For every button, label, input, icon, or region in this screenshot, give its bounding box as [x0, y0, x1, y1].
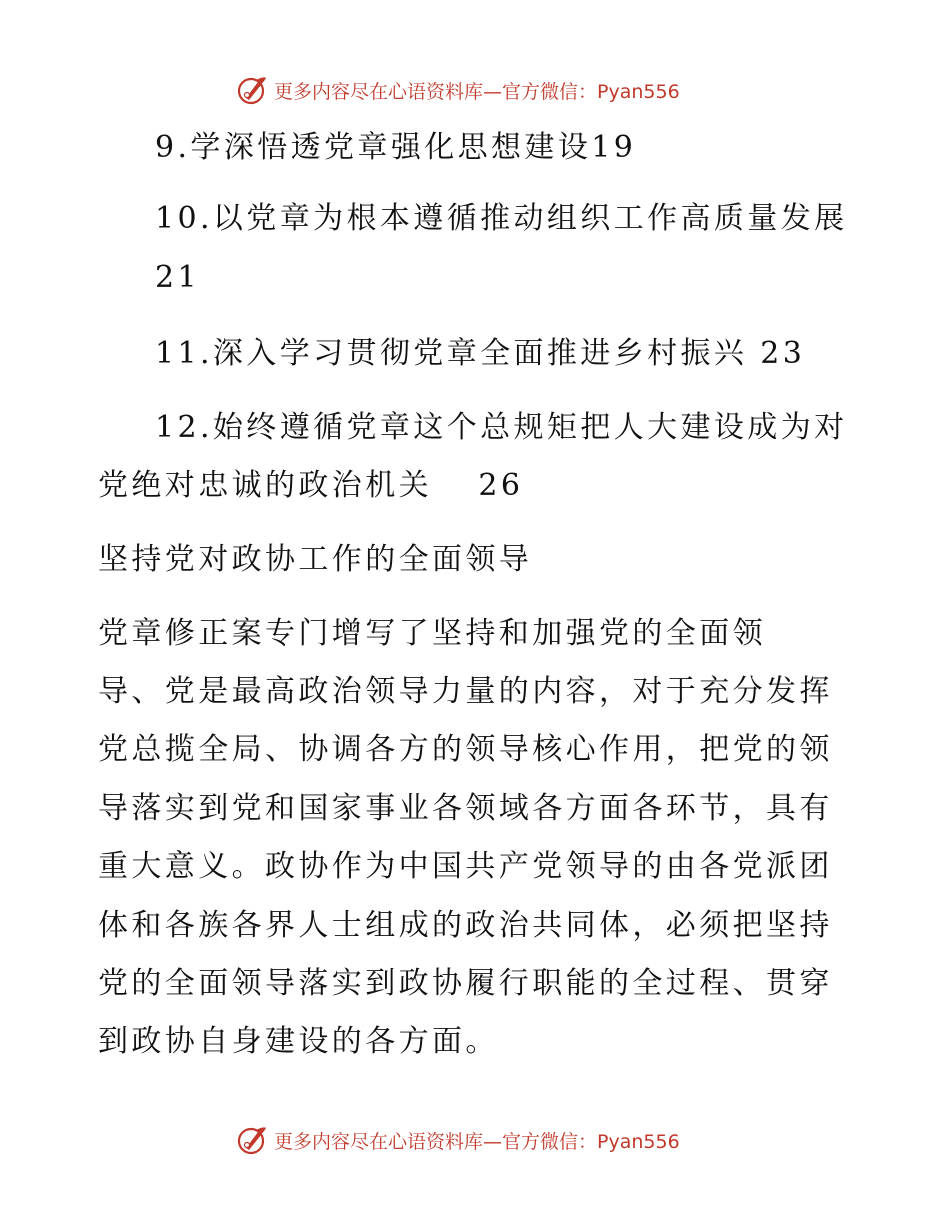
toc-entry-12: 12.始终遵循党章这个总规矩把人大建设成为对 — [155, 410, 848, 445]
paragraph-line: 导落实到党和国家事业各领域各方面各环节，具有 — [98, 791, 833, 826]
header-watermark — [236, 74, 756, 106]
toc-entry-9: 9.学深悟透党章强化思想建设19 — [155, 130, 637, 165]
quill-pen-circle-logo-icon — [236, 1124, 268, 1156]
paragraph-line: 重大意义。政协作为中国共产党领导的由各党派团 — [98, 849, 833, 884]
toc-entry-10-page: 21 — [155, 260, 200, 295]
section-heading: 坚持党对政协工作的全面领导 — [98, 542, 533, 577]
toc-entry-11: 11.深入学习贯彻党章全面推进乡村振兴 23 — [155, 336, 806, 371]
paragraph-line: 党的全面领导落实到政协履行职能的全过程、贯穿 — [98, 966, 833, 1001]
paragraph-line: 到政协自身建设的各方面。 — [98, 1024, 499, 1059]
watermark-text: 更多内容尽在心语资料库—官方微信：Pyan556 — [274, 80, 680, 103]
paragraph-line: 党总揽全局、协调各方的领导核心作用，把党的领 — [98, 732, 833, 767]
paragraph-line: 党章修正案专门增写了坚持和加强党的全面领 — [98, 616, 766, 651]
quill-pen-circle-logo-icon — [236, 74, 268, 106]
paragraph-line: 体和各族各界人士组成的政治共同体，必须把坚持 — [98, 908, 833, 943]
paragraph-line: 导、党是最高政治领导力量的内容，对于充分发挥 — [98, 674, 833, 709]
footer-watermark — [236, 1124, 756, 1156]
watermark-text: 更多内容尽在心语资料库—官方微信：Pyan556 — [274, 1130, 680, 1153]
toc-entry-10: 10.以党章为根本遵循推动组织工作高质量发展 — [155, 201, 848, 236]
toc-entry-12-cont: 党绝对忠诚的政治机关 26 — [98, 468, 524, 503]
